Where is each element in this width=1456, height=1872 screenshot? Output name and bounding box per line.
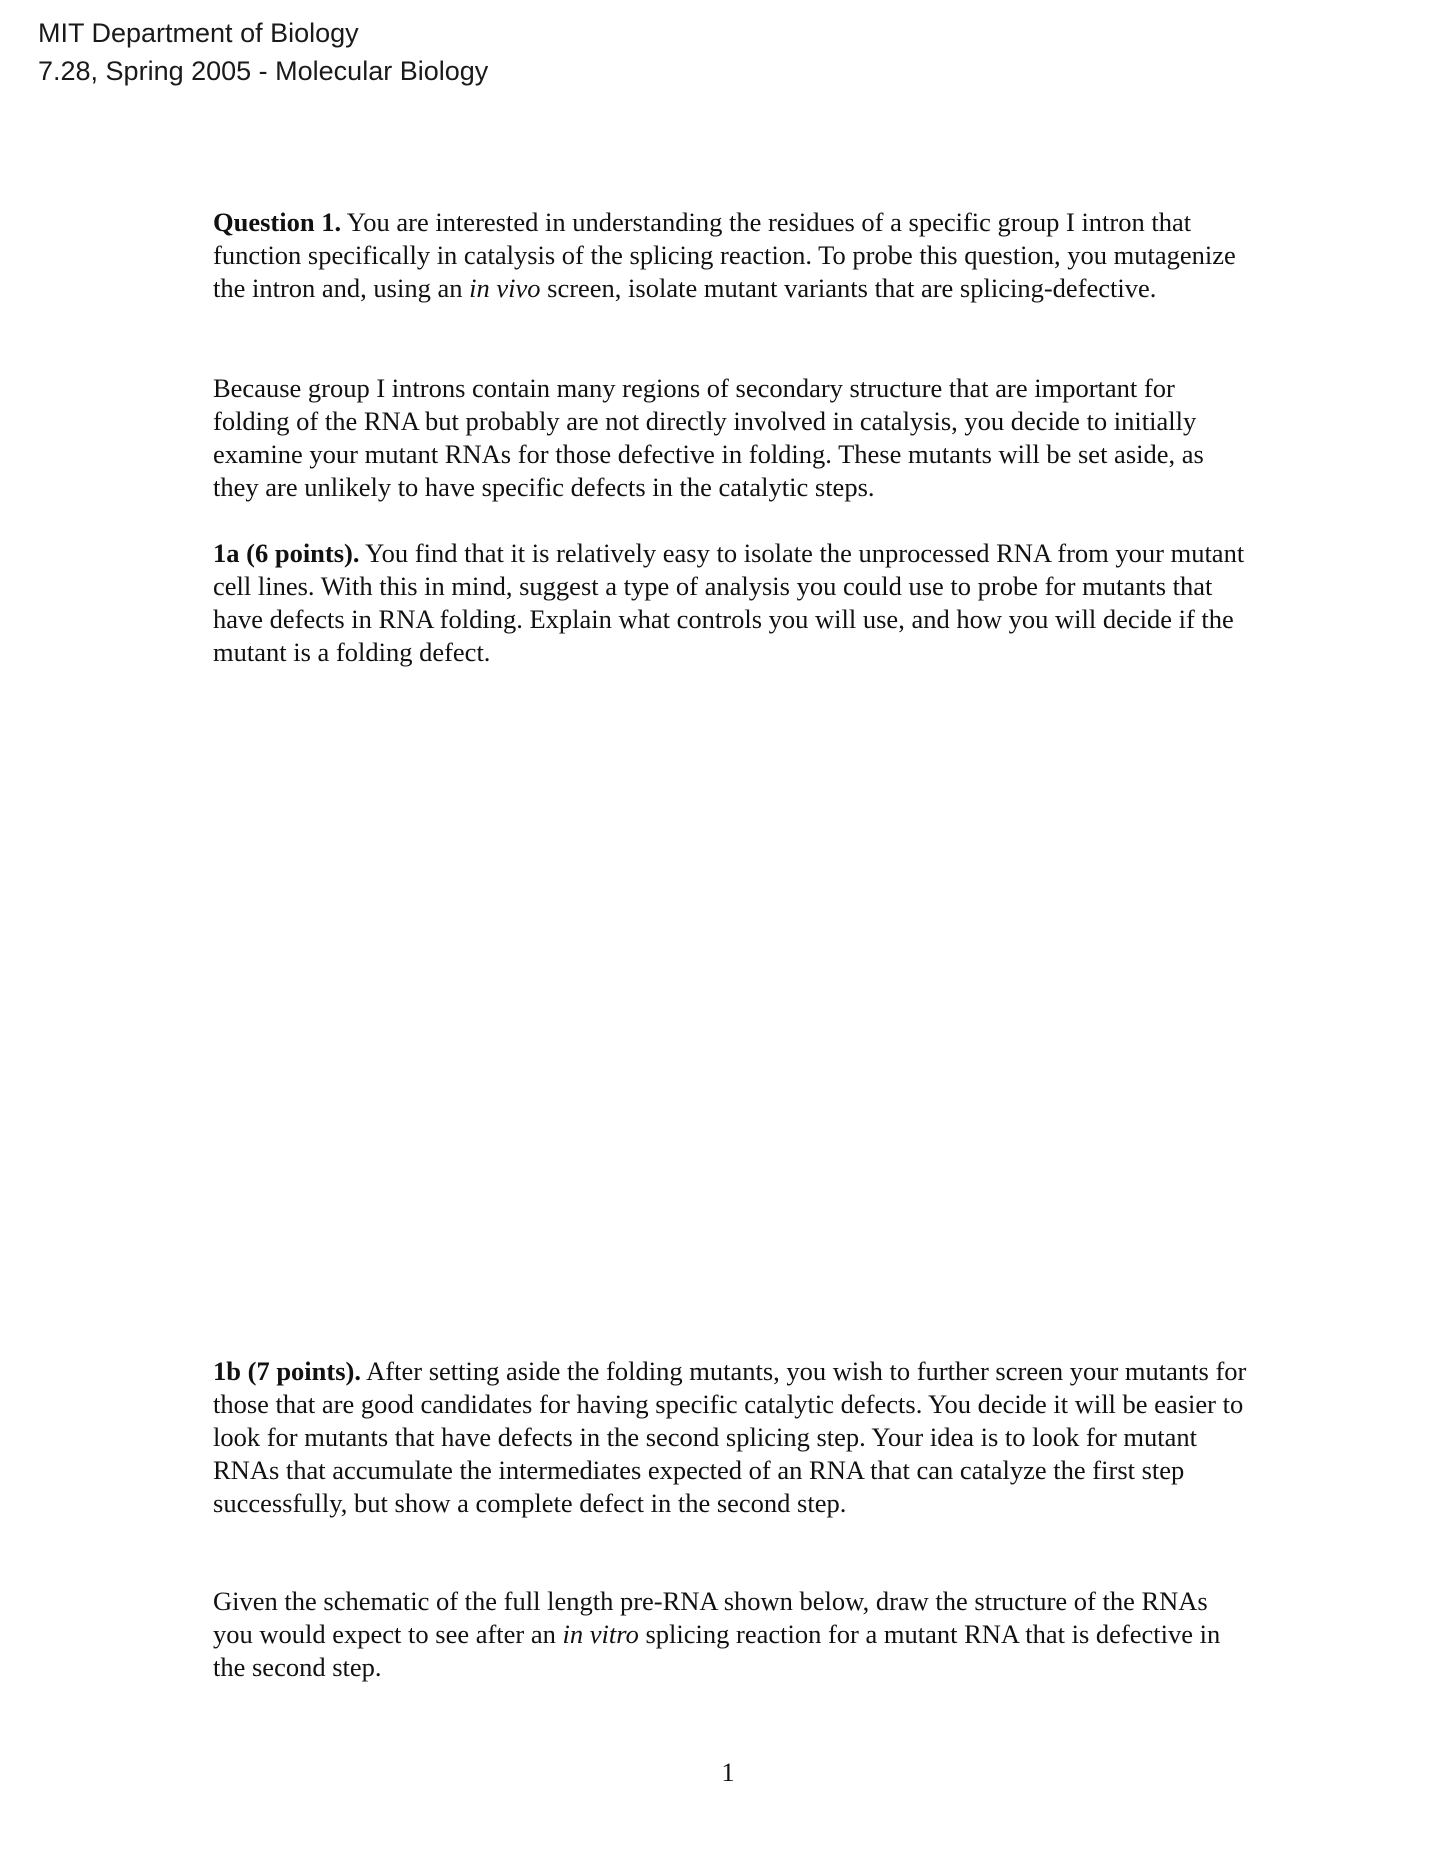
question-1-paragraph [213,206,1248,305]
part-1a-label: 1a (6 points). [213,538,360,568]
part-1b-label: 1b (7 points). [213,1356,361,1386]
page-number: 1 [721,1757,735,1787]
course-title: 7.28, Spring 2005 - Molecular Biology [38,56,489,86]
part-1b-paragraph [213,1355,1248,1520]
part-1b-followup-text-start: Given the schematic of the full length pre-RNA shown below, draw the structure of the RNAs you would expect to see after an [213,1586,1208,1649]
department-name: MIT Department of Biology [38,18,359,48]
part-1b-text: After setting aside the folding mutants, you wish to further screen your mutants for those that are good candidates for having specific catalytic defects. You decide it will be easier to look for mutants that have defects in the second splicing step. Your idea is to look for mutant RNAs that accumulate the intermediates expected of an RNA that can catalyze the first step successfully, but show a complete defect in the second step. [213,1356,1247,1518]
question-1-label: Question 1. [213,207,342,237]
part-1b-followup-italic-term: in vitro [562,1619,639,1649]
part-1a-text: You find that it is relatively easy to isolate the unprocessed RNA from your mutant cell lines. With this in mind, suggest a type of analysis you could use to probe for mutants that have defects in RNA folding. Explain what controls you will use, and how you will decide if the mutant is a folding defect. [213,538,1245,667]
part-1b-followup-text-end: splicing reaction for a mutant RNA that is defective in the second step. [213,1619,1221,1682]
part-1b-followup-paragraph [213,1585,1248,1684]
question-1-text-start: You are interested in understanding the residues of a specific group I intron that function specifically in catalysis of the splicing reaction. To probe this question, you mutagenize the intron and, using an [213,207,1236,303]
document-header [38,14,488,90]
question-1-italic-term: in vivo [469,273,541,303]
part-1a-paragraph [213,537,1248,669]
question-1-text-end: screen, isolate mutant variants that are splicing-defective. [540,273,1157,303]
intro-paragraph: Because group I introns contain many regions of secondary structure that are important for folding of the RNA but probably are not directly involved in catalysis, you decide to initially examine your mutant RNAs for those defective in folding. These mutants will be set aside, as they are unlikely to have specific defects in the catalytic steps. [213,373,1204,502]
